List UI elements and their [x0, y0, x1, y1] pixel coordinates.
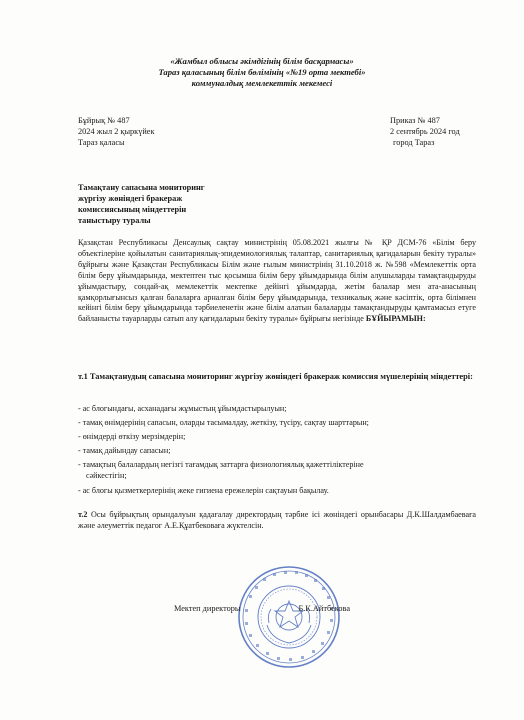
paragraph-assignment: [78, 510, 476, 532]
paragraph-basis-text: Қазақстан Республикасы Денсаулық сақтау министрінің 05.08.2021 жылғы № ҚР ДСМ-76 «Білім беру объектілеріне қойылатын санитариялық-эпидемиологиялық талаптар, санитариялық қағидаларын бекіту туралы» бұйрығы және Қазақстан Республикасы Білім және ғылым министрінің 31.10.2018 ж. №598 «Мемлекеттік орта білім беру ұйымдарында, мектептен тыс қосымша білім беру ұйымдарында білім алушыларды тамақтандыруды ұйымдастыру, сондай-ақ мемлекеттік мектепке дейінгі ұйымдарда, жетім балалар мен ата-анасының қамқорлығынсыз қалған балаларға арналған білім беру ұйымдарында, техникалық және кәсіптік, орта білімнен кейінгі білім беру ұйымдарында тәрбиеленетін және білім алатын балаларды тамақтандыруды қамтамасыз етуге байланысты тауарларды сатып алу қағидаларын бекіту туралы» бұйрығы негізінде: [78, 238, 476, 324]
list-item: - тамақ өнімдерінің сапасын, оларды тасымалдау, жеткізу, түсіру, сақтау шарттарын;: [78, 418, 369, 428]
paragraph-assignment-text: Осы бұйрықтың орындалуын қадағалау директордың тәрбие ісі жөніндегі орынбасары Д.К.Шалдамбаевағa және әлеуметтік педагог А.Е.Құатбековаға жүктелсін.: [78, 510, 476, 530]
title-line-2: жүргізу жөніндегі бракераж: [78, 194, 183, 203]
list-item: - тамақтың балалардың негізгі тағамдық заттарға физиологиялық қажеттіліктеріне: [78, 460, 364, 470]
order-meta-kazakh: [78, 115, 155, 148]
order-city-ru: город Тараз: [393, 138, 435, 147]
order-verb: БҰЙЫРАМЫН:: [365, 314, 426, 324]
section-2-label: т.2: [78, 510, 88, 519]
title-line-3: комиссиясының міндеттерін: [78, 205, 187, 214]
duties-list: [78, 404, 478, 500]
header-line-1: «Жамбыл облысы әкімдігінің білім басқармасы»: [170, 56, 354, 66]
header-line-2: Тараз қаласының білім бөлімінің «№19 орта мектебі»: [158, 67, 366, 77]
signatory-name: Б.К.Айтбекова: [298, 604, 351, 613]
title-line-1: Тамақтану сапасына мониторинг: [78, 183, 205, 192]
school-seal-stamp: [237, 565, 341, 669]
order-date-kz: 2024 жыл 2 қыркүйек: [78, 127, 155, 136]
order-number-kz: Бұйрық № 487: [78, 116, 130, 125]
signatory-role: Мектеп директоры: [173, 604, 241, 613]
order-city-kz: Тараз қаласы: [78, 138, 125, 147]
order-number-ru: Приказ № 487: [390, 116, 440, 125]
order-meta-russian: [390, 115, 460, 148]
list-item: - ас блогындағы, асханадағы жұмыстың ұйымдастырылуын;: [78, 404, 287, 413]
order-title: [78, 182, 205, 226]
signature-line: [0, 603, 524, 614]
order-date-ru: 2 сентябрь 2024 год: [390, 127, 460, 136]
paragraph-basis: [78, 238, 476, 325]
list-item-continuation: сәйкестігін;: [86, 471, 127, 481]
list-item: - тамақ дайындау сапасын;: [78, 446, 171, 456]
list-item: - ас блогы қызметкерлерінің жеке гигиена ережелерін сақтауын бақылау.: [78, 485, 329, 495]
header-line-3: коммуналдық мемлекеттік мекемесі: [191, 78, 333, 88]
list-item: - өнімдерді өткізу мерзімдерін;: [78, 432, 186, 442]
title-line-4: таныстыру туралы: [78, 216, 151, 225]
section-1-heading: т.1 Тамақтанудың сапасына мониторинг жүргізу жөніндегі бракераж комиссия мүшелерінің міндеттері:: [78, 372, 473, 381]
